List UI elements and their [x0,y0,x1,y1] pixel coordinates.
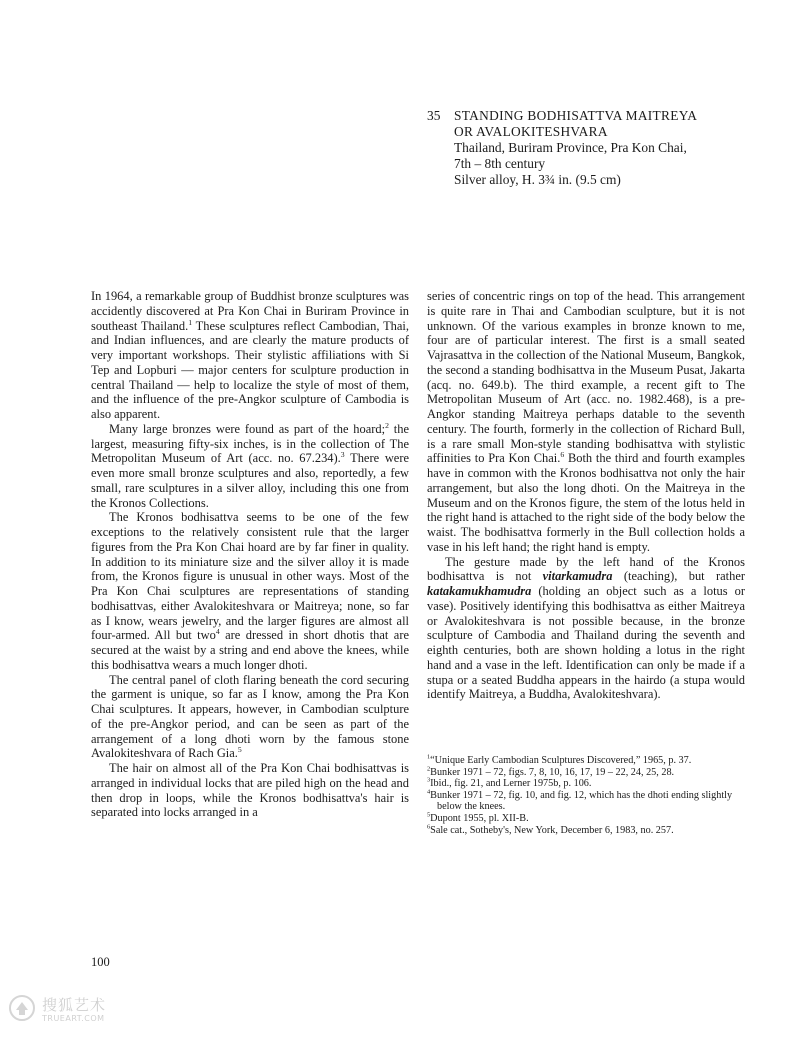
entry-title-line-2: OR AVALOKITESHVARA [454,124,608,139]
footnote: $^5$Dupont 1955, pl. XII-B. [427,811,529,824]
footnote-ref[interactable]: 5 [237,745,242,755]
footnotes [427,755,747,836]
watermark [8,992,148,1032]
footnote: $^6$Sale cat., Sotheby's, New York, December 6, 1983, no. 257. [427,823,674,836]
paragraph: The central panel of cloth flaring beneath the cord securing the garment is unique, so far as I know, among the Pra Kon Chai sculptures. It appears, however, in Cambodian sculpture of the pre-Angkor period, and can be seen as part of the arrangement of a long dhoti worn by the famous stone Avalokiteshvara of Rach Gia.$^5$ [91,672,409,761]
page-number: 100 [91,955,110,969]
watermark-logo-icon [8,994,36,1022]
text-column-left [91,289,409,820]
footnote-ref[interactable]: 1 [188,317,193,327]
footnote-ref[interactable]: 6 [560,450,565,460]
paragraph: In 1964, a remarkable group of Buddhist bronze sculptures was accidently discovered at Pra Kon Chai in Buriram Province in southeast Thailand.$^1$ These sculptures reflect Cambodian, Thai, and Indian influences, and are clearly the mature products of very important workshops. Their stylistic affiliations with Si Tep and Lopburi — major centers for sculpture production in central Thailand — help to localize the style of most of them, and the influence of the pre-Angkor sculpture of Cambodia is also apparent. [91,289,409,421]
paragraph: Many large bronzes were found as part of the hoard;$^2$ the largest, measuring fifty-six inches, is in the collection of The Metropolitan Museum of Art (acc. no. 67.234).$^3$ There were even more small bronze sculptures and also, reportedly, a few small, rare sculptures in a silver alloy, including this one from the Kronos Collections. [91,420,409,510]
paragraph: The hair on almost all of the Pra Kon Chai bodhisattvas is arranged in individual locks that are piled high on the head and then drop in loops, while the Kronos bodhisattva's hair is separated into locks arranged in a [91,761,409,820]
footnote: $^1$“Unique Early Cambodian Sculptures Discovered,” 1965, p. 37. [427,753,692,766]
paragraph: The Kronos bodhisattva seems to be one of the few exceptions to the relatively consistent rule that the larger figures from the Pra Kon Chai hoard are by far finer in quality. In addition to its miniature size and the silver alloy it is made from, the Kronos figure is unusual in other ways. Most of the Pra Kon Chai sculptures are representations of standing bodhisattvas, either Avalokiteshvara or Maitreya; none, so far as I know, wears jewelry, and the larger figures are almost all four-armed. All but two$^4$ are dressed in short dhotis that are secured at the waist by a string and end above the knees, while this bodhisattva wears a much longer dhoti. [91,510,409,672]
entry-provenance: Thailand, Buriram Province, Pra Kon Chai, [454,140,687,155]
footnote: $^2$Bunker 1971 – 72, figs. 7, 8, 10, 16, 17, 19 – 22, 24, 25, 28. [427,765,675,778]
entry-material-dimensions: Silver alloy, H. 3¾ in. (9.5 cm) [454,172,621,187]
footnote-ref[interactable]: 2 [385,420,389,430]
entry-date: 7th – 8th century [454,156,546,171]
paragraph: The gesture made by the left hand of the Kronos bodhisattva is not vitarkamudra (teaching), but rather katakamukhamudra (holding an object such as a lotus or vase). Positively identifying this bodhisattva as either Maitreya or Avalokiteshvara is not possible because, in the bronze sculpture of Cambodia and Thailand during the seventh and eighth centuries, both are shown holding a lotus in the right hand and a vase in the left. Identification can only be made if a stupa or a seated Buddha appears in the hairdo (a stupa would identify Maitreya, a Buddha, Avalokiteshvara). [427,554,745,702]
footnote-ref[interactable]: 3 [340,450,345,460]
catalogue-entry-header [427,108,757,188]
footnote: $^3$Ibid., fig. 21, and Lerner 1975b, p. 106. [427,776,592,790]
sanskrit-term: katakamukhamudra [427,584,532,598]
footnote-ref[interactable]: 4 [215,627,220,637]
sanskrit-term: vitarkamudra [542,569,613,584]
paragraph: series of concentric rings on top of the head. This arrangement is quite rare in Thai and Cambodian sculpture, but it is not unknown. Of the various examples in bronze known to me, four are of particular interest. The first is a small seated Vajrasattva in the collection of the National Museum, Bangkok, the second a standing bodhisattva in the Museum Pusat, Jakarta (acq. no. 649.b). The third example, a recent gift to The Metropolitan Museum of Art (acc. no. 1982.468), is a pre-Angkor standing Maitreya perhaps datable to the seventh century. The fourth, formerly in the collection of Richard Bull, is a rare small Mon-style standing bodhisattva with stylistic affinities to Pra Kon Chai.$^6$ Both the third and fourth examples have in common with the Kronos bodhisattva not only the hair arrangement, but also the long dhoti. On the Maitreya in the Museum and on the Kronos figure, the stem of the lotus held in the right hand is attached to the right side of the body below the waist. The bodhisattva formerly in the Bull collection holds a vase in his left hand; the right hand is empty. [427,289,745,554]
watermark-domain: TRUEART.COM [42,1014,105,1023]
entry-title-line-1: STANDING BODHISATTVA MAITREYA [454,108,698,123]
entry-number: 35 [427,108,441,123]
watermark-text: 搜狐艺术 [42,996,107,1014]
text-column-right [427,289,745,702]
footnote: $^4$Bunker 1971 – 72, fig. 10, and fig. 12, which has the dhoti ending slightly below the knees. [427,788,733,813]
